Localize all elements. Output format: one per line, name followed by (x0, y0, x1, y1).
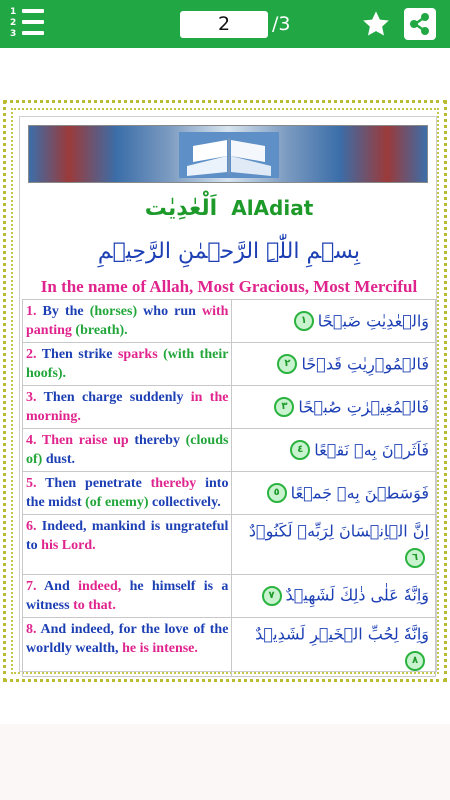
verse-translation (23, 429, 232, 472)
translation-segment: collectively. (148, 495, 221, 510)
arabic-text: فَوَسَطۡنَ بِهٖ جَمۡعًا (290, 483, 429, 503)
translation-segment: who run (137, 304, 202, 319)
verse-arabic (232, 300, 436, 343)
verse-row[interactable] (23, 574, 436, 617)
page-content (19, 116, 437, 672)
verse-row[interactable] (23, 617, 436, 677)
verse-row[interactable] (23, 429, 436, 472)
arabic-text: فَالۡمُغِيۡرٰتِ صُبۡحًا (298, 397, 429, 417)
translation-segment: Then penetrate (36, 476, 151, 491)
translation-segment: indeed, (78, 578, 122, 594)
translation-segment: his Lord. (41, 538, 96, 553)
arabic-text: فَاَثَرۡنَ بِهٖ نَقۡعًا (314, 440, 429, 460)
bookmark-star-icon[interactable] (360, 8, 392, 40)
menu-number-2: 2 (10, 18, 17, 28)
translation-segment: (horses) (89, 304, 138, 319)
ayah-number-icon: ٤ (290, 440, 310, 460)
verse-arabic (232, 386, 436, 429)
verse-translation (23, 472, 232, 515)
verse-arabic (232, 515, 436, 575)
share-icon (404, 8, 436, 40)
verse-row[interactable] (23, 300, 436, 343)
verse-translation (23, 300, 232, 343)
verse-number: 3. (26, 390, 37, 405)
translation-segment: (with their hoofs). (26, 347, 229, 381)
ayah-number-icon: ٢ (277, 354, 297, 374)
translation-segment: By the (36, 304, 90, 319)
ayah-number-icon: ٣ (274, 397, 294, 417)
verse-translation (23, 515, 232, 575)
arabic-text: وَاِنَّهٗ عَلٰى ذٰلِكَ لَشَهِيۡدٌ (285, 585, 429, 605)
verse-number: 2. (26, 347, 37, 362)
verse-row[interactable] (23, 472, 436, 515)
verse-translation (23, 386, 232, 429)
verse-number: 1. (26, 304, 37, 319)
translation-segment: (of enemy) (85, 495, 149, 510)
translation-segment: thereby (150, 476, 197, 491)
verse-translation (23, 574, 232, 617)
surah-title-english: AlAdiat (231, 196, 314, 220)
bottom-area (0, 724, 450, 800)
ayah-number-icon: ٧ (262, 586, 282, 606)
menu-number-1: 1 (10, 7, 17, 17)
verse-number: 5. (26, 476, 37, 491)
page-number-input[interactable]: 2 (180, 11, 268, 38)
surah-title (20, 191, 438, 225)
translation-segment: And indeed, for the love of the worldly wealth, (26, 621, 229, 656)
translation-segment: And (36, 578, 79, 594)
verse-number: 4. (26, 433, 37, 448)
translation-segment: in the morning. (26, 390, 229, 424)
verse-arabic (232, 472, 436, 515)
page-frame (3, 100, 447, 682)
header-banner-image (28, 125, 428, 183)
verses-table (22, 299, 436, 677)
arabic-text: اِنَّ الۡاِنۡسَانَ لِرَبِّهٖ لَكَنُوۡدٌ (248, 521, 429, 541)
bismillah-translation: In the name of Allah, Most Gracious, Most Merciful (40, 277, 418, 296)
surah-title-arabic: اَلْعٰدِيٰت (144, 196, 218, 221)
arabic-text: وَالۡعٰدِيٰتِ ضَبۡحًا (317, 311, 429, 331)
translation-segment: (breath). (71, 323, 128, 338)
translation-segment: Then strike (36, 347, 118, 362)
ayah-number-icon: ٨ (405, 651, 425, 671)
open-book-icon (179, 132, 279, 178)
arabic-text: وَاِنَّهٗ لِحُبِّ الۡخَيۡرِ لَشَدِيۡدٌ (255, 624, 429, 643)
verse-row[interactable] (23, 386, 436, 429)
page-total: /3 (272, 13, 291, 35)
verse-arabic (232, 429, 436, 472)
verse-row[interactable] (23, 343, 436, 386)
verse-row[interactable] (23, 515, 436, 575)
ayah-number-icon: ١ (294, 311, 314, 331)
list-icon (22, 9, 44, 13)
translation-segment: into the midst (26, 476, 229, 510)
translation-segment: Indeed, mankind is ungrateful to (26, 519, 229, 553)
verse-number: 8. (26, 621, 37, 637)
translation-segment: Then raise up (36, 433, 129, 448)
translation-segment: he is intense. (122, 640, 198, 656)
verse-translation (23, 343, 232, 386)
index-menu-button[interactable] (6, 6, 46, 42)
translation-segment: he himself is a witness (26, 578, 229, 613)
bismillah: بِسۡمِ اللّٰہِ الرَّحۡمٰنِ الرَّحِیۡمِ (97, 239, 361, 264)
translation-segment: sparks (117, 347, 158, 362)
verse-translation (23, 617, 232, 677)
translation-segment: with panting (26, 304, 229, 338)
ayah-number-icon: ٥ (267, 483, 287, 503)
top-toolbar (0, 0, 450, 48)
translation-segment: (clouds of) (26, 433, 229, 467)
share-button[interactable] (404, 8, 436, 40)
menu-number-3: 3 (10, 29, 17, 39)
verse-arabic (232, 574, 436, 617)
verse-number: 6. (26, 519, 37, 534)
arabic-text: فَالۡمُوۡرِيٰتِ قَدۡحًا (301, 354, 429, 374)
translation-segment: to that. (73, 597, 116, 613)
translation-segment: thereby (128, 433, 186, 448)
translation-segment: Then charge suddenly (36, 390, 191, 405)
ayah-number-icon: ٦ (405, 548, 425, 568)
verse-number: 7. (26, 578, 37, 594)
verse-arabic (232, 617, 436, 677)
translation-segment: dust. (42, 452, 76, 467)
verse-arabic (232, 343, 436, 386)
